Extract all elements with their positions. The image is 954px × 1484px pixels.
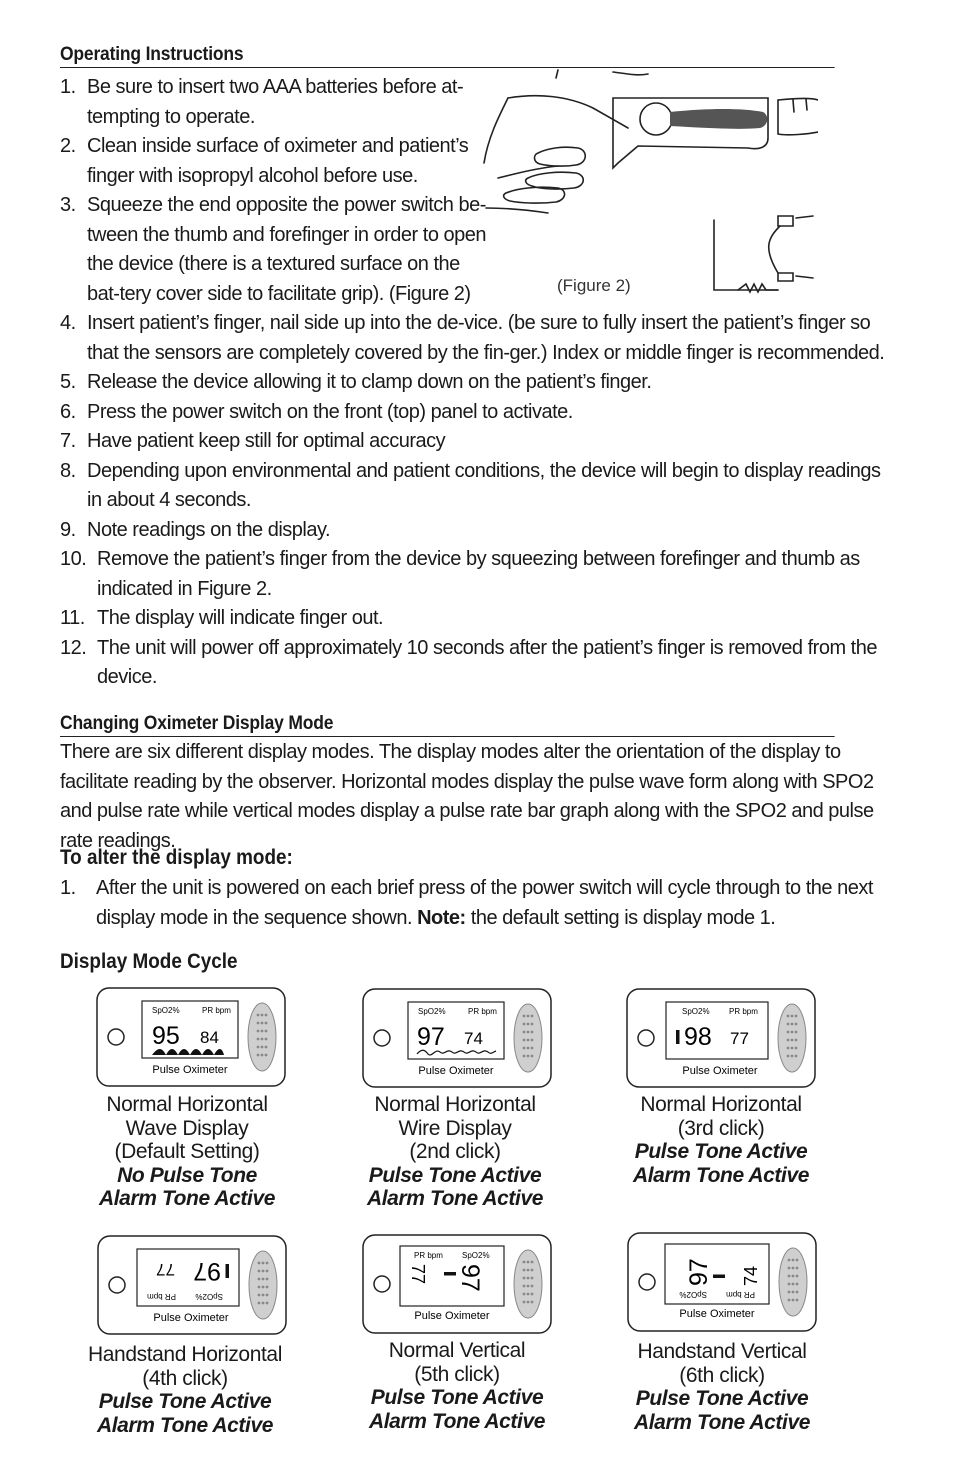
lcd-spo2-value: 97 xyxy=(417,1023,445,1051)
note-label: Note: xyxy=(417,906,466,929)
list-item: 12. The unit will power off approximately 10 seconds after the patient’s finger is removed from the device. xyxy=(60,636,877,688)
device-mode-1 xyxy=(96,987,286,1087)
lcd-spo2-label: SpO2% xyxy=(195,1292,223,1301)
changing-display-mode-heading: Changing Oximeter Display Mode xyxy=(60,713,835,737)
mode-4-caption: Handstand Horizontal (4th click) Pulse Tone Active Alarm Tone Active xyxy=(88,1343,282,1437)
mode-2-caption: Normal Horizontal Wire Display (2nd click) Pulse Tone Active Alarm Tone Active xyxy=(366,1093,544,1210)
mode-5-caption: Normal Vertical (5th click) Pulse Tone Active Alarm Tone Active xyxy=(368,1339,546,1433)
figure-2-hand-illustration xyxy=(478,68,818,303)
list-item: 3. Squeeze the end opposite the power switch be-tween the thumb and forefinger in order to open the device (there is a textured surface on the bat-tery cover side to facilitate grip). (Figure 2) xyxy=(60,194,486,305)
device-label: Pulse Oximeter xyxy=(153,1312,229,1324)
pulse-bar xyxy=(226,1264,230,1278)
pulse-bar xyxy=(713,1275,725,1279)
list-item: 11. The display will indicate finger out. xyxy=(60,607,384,629)
device-mode-5 xyxy=(362,1234,552,1334)
pulse-bar xyxy=(676,1030,680,1044)
list-item: 8. Depending upon environmental and patient conditions, the device will begin to display readings in about 4 seconds. xyxy=(60,459,881,511)
lcd-spo2-value: 95 xyxy=(152,1022,180,1050)
lcd-spo2-value: 97 xyxy=(456,1264,484,1292)
lcd-pr-value: 84 xyxy=(200,1028,219,1047)
mode-6-caption: Handstand Vertical (6th click) Pulse Tone Active Alarm Tone Active xyxy=(633,1340,811,1434)
mode-3-caption: Normal Horizontal (3rd click) Pulse Tone Active Alarm Tone Active xyxy=(632,1093,810,1187)
lcd-pr-value: 74 xyxy=(741,1265,761,1286)
list-item: 2. Clean inside surface of oximeter and patient’s finger with isopropyl alcohol before use. xyxy=(60,135,469,187)
lcd-pr-value: 77 xyxy=(156,1260,175,1279)
operating-instructions-heading: Operating Instructions xyxy=(60,44,835,68)
device-label: Pulse Oximeter xyxy=(152,1064,228,1076)
lcd-pr-value: 77 xyxy=(408,1264,428,1285)
lcd-spo2-value: 97 xyxy=(193,1257,221,1285)
lcd-spo2-label: SpO2% xyxy=(418,1007,446,1016)
device-label: Pulse Oximeter xyxy=(414,1310,490,1322)
list-item: 9. Note readings on the display. xyxy=(60,518,331,541)
device-mode-4 xyxy=(97,1235,287,1335)
lcd-pr-label: PR bpm xyxy=(729,1007,758,1016)
lcd-spo2-label: SpO2% xyxy=(462,1251,490,1260)
lcd-pr-value: 74 xyxy=(464,1029,483,1048)
lcd-pr-label: PR bpm xyxy=(468,1007,497,1016)
lcd-spo2-label: SpO2% xyxy=(679,1290,707,1299)
alter-step-1: 1. After the unit is powered on each brief press of the power switch will cycle through to the next display mode in the sequence shown. Note: the default setting is display mode 1. xyxy=(60,877,873,929)
lcd-spo2-value: 98 xyxy=(684,1023,712,1051)
device-mode-2 xyxy=(362,988,552,1088)
list-item: 6. Press the power switch on the front (top) panel to activate. xyxy=(60,400,573,423)
lcd-spo2-value: 97 xyxy=(685,1258,713,1286)
pulse-bar xyxy=(444,1272,456,1276)
list-item: 1. Be sure to insert two AAA batteries before at-tempting to operate. xyxy=(60,76,464,128)
lcd-spo2-label: SpO2% xyxy=(682,1007,710,1016)
list-item: 4. Insert patient’s finger, nail side up into the de-vice. (be sure to fully insert the patient’s finger so that the sensors are completely covered by the fin-ger.) Index or middle finger is recommended. xyxy=(60,312,885,364)
lcd-pr-value: 77 xyxy=(730,1029,749,1048)
lcd-pr-label: PR bpm xyxy=(147,1292,176,1301)
device-label: Pulse Oximeter xyxy=(679,1308,755,1320)
display-mode-description: There are six different display modes. The display modes alter the orientation of the display to facilitate reading by the observer. Horizontal modes display the pulse wave form along with SPO2 and pulse rate while vertical modes display a pulse rate bar graph along with the SPO2 and pulse rate readings. xyxy=(60,741,874,852)
lcd-pr-label: PR bpm xyxy=(414,1251,443,1260)
list-item: 10. Remove the patient’s finger from the device by squeezing between forefinger and thumb as indicated in Figure 2. xyxy=(60,548,860,600)
device-label: Pulse Oximeter xyxy=(682,1065,758,1077)
list-item: 7. Have patient keep still for optimal accuracy xyxy=(60,430,446,452)
lcd-pr-label: PR bpm xyxy=(726,1290,755,1299)
alter-display-mode-heading: To alter the display mode: xyxy=(60,846,293,869)
device-mode-3 xyxy=(626,988,816,1088)
device-mode-6 xyxy=(627,1232,817,1332)
device-label: Pulse Oximeter xyxy=(418,1065,494,1077)
display-mode-cycle-heading: Display Mode Cycle xyxy=(60,950,238,973)
mode-1-caption: Normal Horizontal Wave Display (Default Setting) No Pulse Tone Alarm Tone Active xyxy=(98,1093,276,1210)
figure-2-caption: (Figure 2) xyxy=(557,276,631,295)
lcd-pr-label: PR bpm xyxy=(202,1006,231,1015)
lcd-spo2-label: SpO2% xyxy=(152,1006,180,1015)
list-item: 5. Release the device allowing it to clamp down on the patient’s finger. xyxy=(60,371,652,393)
